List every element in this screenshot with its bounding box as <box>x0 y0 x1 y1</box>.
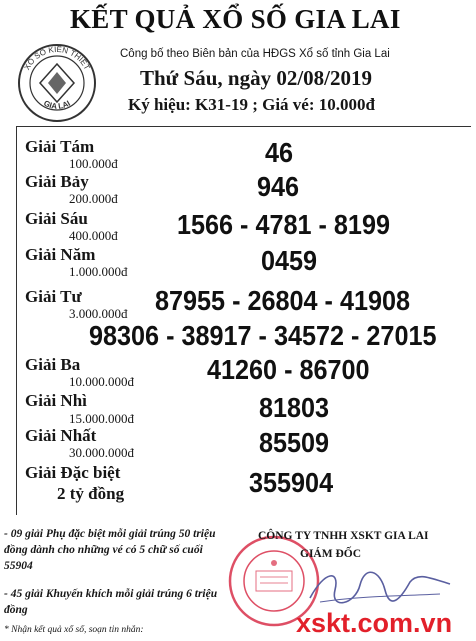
prize-name: Giải Ba <box>25 355 81 374</box>
prize-name: Giải Nhất <box>25 426 97 445</box>
prize-numbers: 81803 <box>259 392 330 423</box>
prize-numbers: 0459 <box>261 245 318 276</box>
prize-name: Giải Sáu <box>25 209 88 228</box>
results-table <box>16 126 471 515</box>
prize-name: Giải Tám <box>25 137 95 156</box>
svg-text:GIA LAI: GIA LAI <box>42 98 72 111</box>
prize-numbers: 87955 - 26804 - 41908 <box>155 285 411 316</box>
lottery-logo-seal <box>16 42 98 124</box>
prize-amount: 3.000.000đ <box>69 306 128 321</box>
prize-numbers: 946 <box>257 171 300 202</box>
prize-amount: 15.000.000đ <box>69 411 134 426</box>
svg-text:XỔ SỐ KIẾN THIẾT: XỔ SỐ KIẾN THIẾT <box>22 44 92 72</box>
subtitle: Công bố theo Biên bản của HĐGS Xổ số tỉnh Gia Lai <box>120 48 390 60</box>
prize-numbers: 1566 - 4781 - 8199 <box>177 209 390 240</box>
ticket-header <box>0 0 476 120</box>
draw-date: Thứ Sáu, ngày 02/08/2019 <box>140 66 372 90</box>
site-watermark: xskt.com.vn <box>296 608 453 638</box>
prize-amount: 200.000đ <box>69 191 118 206</box>
prize-name: Giải Bảy <box>25 172 89 191</box>
prize-amount: 2 tỷ đồng <box>57 484 125 503</box>
prize-numbers: 355904 <box>249 467 334 498</box>
note-sms: * Nhận kết quả xổ số, soạn tin nhắn: <box>4 625 144 635</box>
prize-amount: 100.000đ <box>69 156 118 171</box>
prize-numbers: 85509 <box>259 427 330 458</box>
prize-numbers: 46 <box>265 137 294 168</box>
prize-amount: 400.000đ <box>69 228 118 243</box>
prize-name: Giải Nhì <box>25 391 87 410</box>
director-signature <box>300 560 460 610</box>
prize-numbers-line2: 98306 - 38917 - 34572 - 27015 <box>89 320 437 351</box>
prize-name: Giải Tư <box>25 287 82 306</box>
page-title: KẾT QUẢ XỔ SỐ GIA LAI <box>70 4 401 34</box>
prize-name: Giải Đặc biệt <box>25 463 121 482</box>
footer-notes <box>4 526 234 638</box>
note-special-consolation: - 09 giải Phụ đặc biệt mỗi giải trúng 50 triệu đồng dành cho những vé có 5 chữ số cuối 55904 <box>4 528 216 572</box>
note-encouragement: - 45 giải Khuyến khích mỗi giải trúng 6 triệu đồng <box>4 588 218 616</box>
prize-numbers: 41260 - 86700 <box>207 354 370 385</box>
prize-name: Giải Năm <box>25 245 96 264</box>
director-title: GIÁM ĐỐC <box>300 548 362 560</box>
prize-amount: 1.000.000đ <box>69 264 128 279</box>
prize-amount: 10.000.000đ <box>69 374 134 389</box>
prize-amount: 30.000.000đ <box>69 445 134 460</box>
ticket-symbol-price: Ký hiệu: K31-19 ; Giá vé: 10.000đ <box>128 95 375 114</box>
company-name: CÔNG TY TNHH XSKT GIA LAI <box>258 530 429 542</box>
